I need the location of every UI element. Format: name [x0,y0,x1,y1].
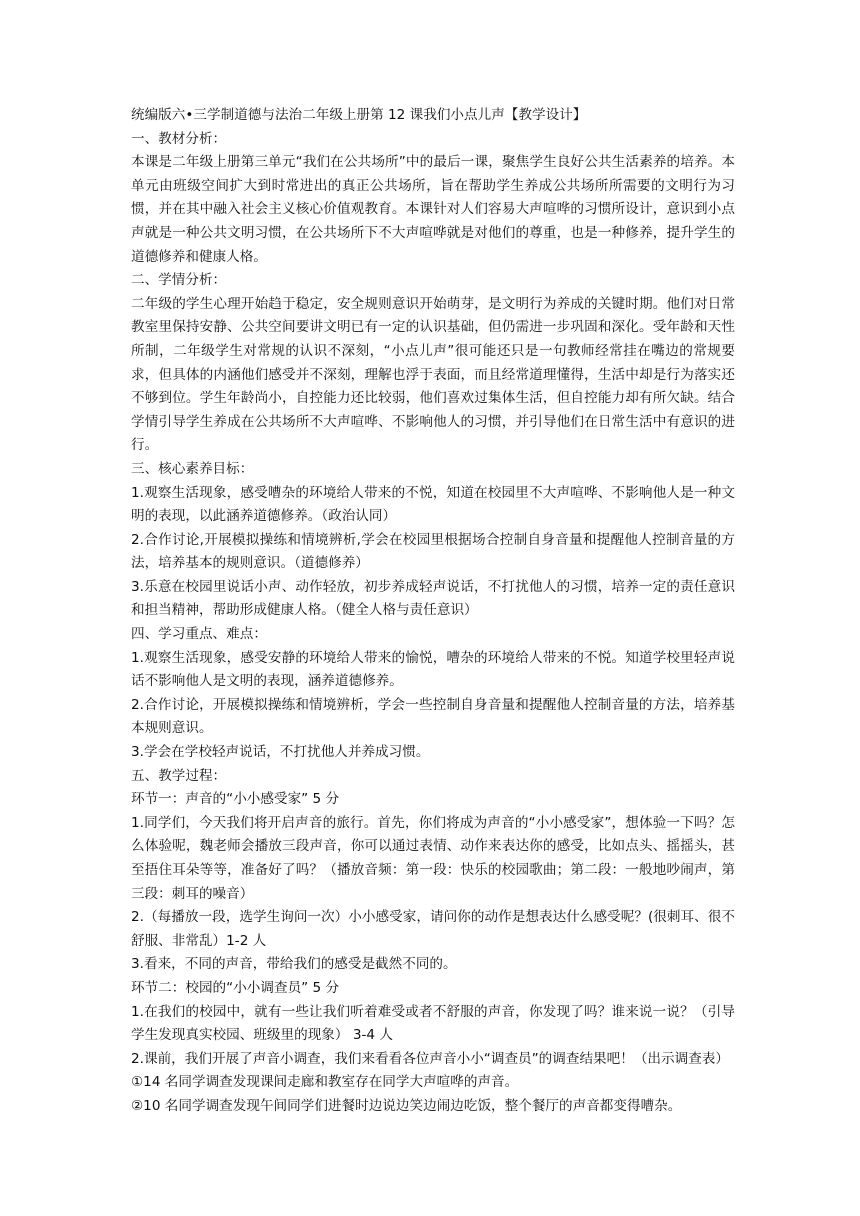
section-heading-core-goals: 三、核心素养目标： [131,460,254,477]
stage-1-heading: 环节一：声音的“小小感受家” 5 分 [131,791,340,808]
section-heading-teaching-process: 五、教学过程： [131,767,227,784]
document-page [131,104,735,1119]
key-point-item-1: 1.观察生活现象，感受安静的环境给人带来的愉悦，嘈杂的环境给人带来的不悦。知道学校里轻声说话不影响他人是文明的表现，涵养道德修养。 [131,649,735,690]
goal-item-2: 2.合作讨论,开展模拟操练和情境辨析,学会在校园里根据场合控制自身音量和提醒他人控制音量的方法，培养基本的规则意识。（道德修养） [131,531,735,572]
key-point-item-3: 3.学会在学校轻声说话，不打扰他人并养成习惯。 [131,744,430,761]
document-title: 统编版六•三学制道德与法治二年级上册第 12 课我们小点儿声【教学设计】 [131,107,587,123]
stage-1-step-3: 3.看来，不同的声音，带给我们的感受是截然不同的。 [131,956,457,973]
paragraph-student-analysis: 二年级的学生心理开始趋于稳定，安全规则意识开始萌芽，是文明行为养成的关键时期。他们对日常教室里保持安静、公共空间要讲文明已有一定的认识基础，但仍需进一步巩固和深化。受年龄和天性所制，二年级学生对常规的认识不深刻，“小点儿声”很可能还只是一句教师经常挂在嘴边的常规要求，但具体的内涵他们感受并不深刻，理解也浮于表面，而且经常道理懂得，生活中却是行为落实还不够到位。学生年龄尚小，自控能力还比较弱，他们喜欢过集体生活，但自控能力却有所欠缺。结合学情引导学生养成在公共场所不大声喧哗、不影响他人的习惯，并引导他们在日常生活中有意识的进行。 [131,295,735,454]
section-heading-student-analysis: 二、学情分析： [131,272,227,289]
stage-2-step-1: 1.在我们的校园中，就有一些让我们听着难受或者不舒服的声音，你发现了吗？谁来说一说？（引导学生发现真实校园、班级里的现象） 3-4 人 [131,1003,735,1044]
survey-result-2: ②10 名同学调查发现午间同学们进餐时边说边笑边闹边吃饭，整个餐厅的声音都变得嘈杂。 [131,1097,682,1114]
key-point-item-2: 2.合作讨论，开展模拟操练和情境辨析，学会一些控制自身音量和提醒他人控制音量的方法，培养基本规则意识。 [131,696,735,737]
section-heading-textbook-analysis: 一、教材分析： [131,130,227,147]
stage-1-step-1: 1.同学们，今天我们将开启声音的旅行。首先，你们将成为声音的“小小感受家”，想体验一下吗？怎么体验呢，魏老师会播放三段声音，你可以通过表情、动作来表达你的感受，比如点头、摇摇头，甚至捂住耳朵等等，准备好了吗？（播放音频：第一段：快乐的校园歌曲；第二段：一般地吵闹声，第三段：刺耳的噪音） [131,814,735,902]
survey-result-1: ①14 名同学调查发现课间走廊和教室存在同学大声喧哗的声音。 [131,1074,519,1091]
stage-2-heading: 环节二：校园的“小小调查员” 5 分 [131,979,340,996]
goal-item-3: 3.乐意在校园里说话小声、动作轻放，初步养成轻声说话，不打扰他人的习惯，培养一定的责任意识和担当精神，帮助形成健康人格。（健全人格与责任意识） [131,578,735,619]
stage-1-step-2: 2.（每播放一段，选学生询问一次）小小感受家，请问你的动作是想表达什么感受呢？(很刺耳、很不舒服、非常乱）1-2 人 [131,909,735,949]
goal-item-1: 1.观察生活现象，感受嘈杂的环境给人带来的不悦，知道在校园里不大声喧哗、不影响他人是一种文明的表现，以此涵养道德修养。（政治认同） [131,484,735,525]
paragraph-textbook-analysis: 本课是二年级上册第三单元“我们在公共场所”中的最后一课，聚焦学生良好公共生活素养的培养。本单元由班级空间扩大到时常进出的真正公共场所，旨在帮助学生养成公共场所所需要的文明行为习惯，并在其中融入社会主义核心价值观教育。本课针对人们容易大声喧哗的习惯所设计，意识到小点声就是一种公共文明习惯，在公共场所下不大声喧哗就是对他们的尊重，也是一种修养，提升学生的道德修养和健康人格。 [131,154,735,265]
stage-2-step-2: 2.课前，我们开展了声音小调查，我们来看看各位声音小小“调查员”的调查结果吧！（出示调查表） [131,1050,729,1067]
section-heading-key-points: 四、学习重点、难点： [131,626,267,643]
